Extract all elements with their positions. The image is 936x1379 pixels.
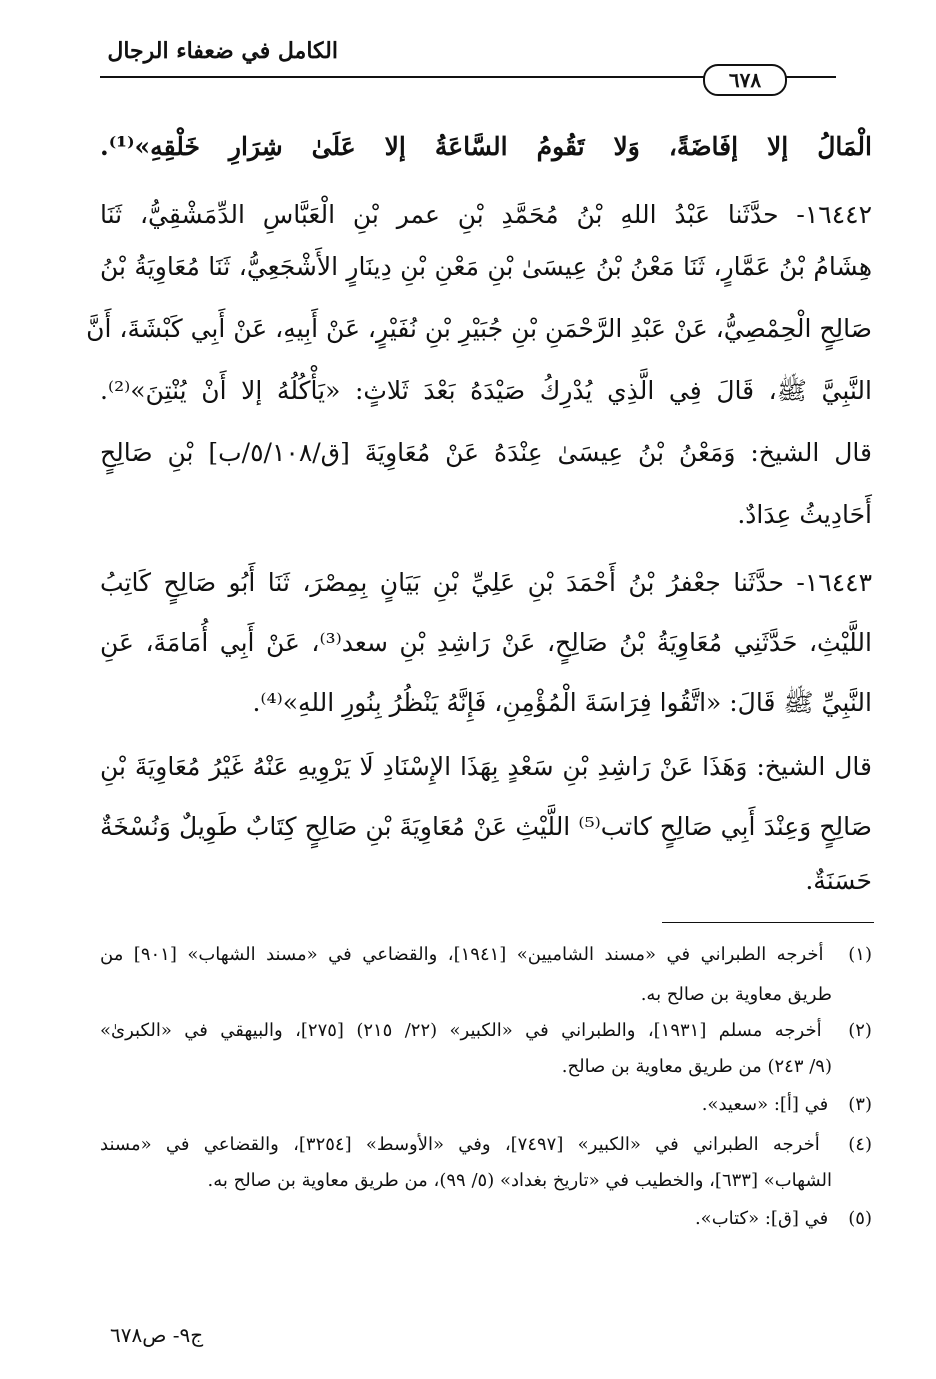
- body-line: ١٦٤٤٣- حدَّثَنا جعْفرُ بْنُ أَحْمَدَ بْنِ عَلِيِّ بْنِ بَيَانٍ بِمِصْرَ، ثَنَا أَبُو صَالِحٍ كَاتِبُ: [100, 568, 872, 597]
- body-line: قال الشيخ: وَمَعْنُ بْنُ عِيسَىٰ عِنْدَهُ عَنْ مُعَاوِيَةَ [ق/٥/١٠٨/ب] بْنِ صَالِحٍ: [100, 438, 872, 467]
- page-number-badge: ٦٧٨: [703, 64, 787, 96]
- footnote-4: [100, 1134, 872, 1156]
- body-line: قال الشيخ: وَهَذَا عَنْ رَاشِدِ بْنِ سَعْدٍ بِهَذَا الإِسْنَادِ لَا يَرْوِيهِ عَنْهُ غَيْرُ مُعَاوِيَةَ بْنِ: [100, 752, 872, 781]
- footnote-text: أخرجه مسلم [١٩٣١]، والطبراني في «الكبير» (٢٢/ ٢١٥) [٢٧٥]، والبيهقي في «الكبرىٰ»: [100, 1020, 822, 1041]
- footnote-number: (٢): [848, 1020, 872, 1041]
- body-line: صَالِحٍ وَعِنْدَ أَبِي صَالِحٍ كاتب⁽⁵⁾ اللَّيْثِ عَنْ مُعَاوِيَةَ بْنِ صَالِحٍ كِتَابٌ طَوِيلٌ وَنُسْخَةٌ: [100, 812, 872, 841]
- body-line: النَّبِيِّ ﷺ قَالَ: «اتَّقُوا فِرَاسَةَ الْمُؤْمِنِ، فَإِنَّهُ يَنْظُرُ بِنُورِ اللهِ»⁽⁴⁾.: [252, 688, 872, 717]
- book-title: الكامل في ضعفاء الرجال: [107, 38, 338, 64]
- footnote-text: أخرجه الطبراني في «الكبير» [٧٤٩٧]، وفي «الأوسط» [٣٢٥٤]، والقضاعي في «مسند: [100, 1134, 820, 1155]
- footnote-1: [100, 944, 872, 966]
- body-line: اللَّيْثِ، حَدَّثَنِي مُعَاوِيَةُ بْنُ صَالِحٍ، عَنْ رَاشِدِ بْنِ سعد⁽³⁾، عَنْ أَبِي أُمَامَةَ، عَنِ: [100, 628, 872, 657]
- body-line: صَالِحٍ الْحِمْصِيُّ، عَنْ عَبْدِ الرَّحْمَنِ بْنِ جُبَيْرِ بْنِ نُفَيْرٍ، عَنْ أَبِيهِ، عَنْ أَبِي كَبْشَةَ، أَنَّ: [86, 314, 872, 343]
- footnote-5: [100, 1208, 872, 1230]
- footnote-number: (١): [848, 944, 872, 965]
- body-line: حَسَنَةٌ.: [805, 866, 872, 895]
- footnote-text: في [أ]: «سعيد».: [701, 1094, 829, 1115]
- footnote-number: (٥): [848, 1208, 872, 1229]
- body-line: هِشَامُ بْنُ عَمَّارٍ، ثَنَا مَعْنُ بْنُ عِيسَىٰ بْنِ مَعْنِ بْنِ دِينَارٍ الأَشْجَعِيُّ، ثَنَا مُعَاوِيَةُ بْنُ: [100, 252, 872, 281]
- footnote-2: [100, 1020, 872, 1042]
- footnote-2-cont: (٩/ ٢٤٣) من طريق معاوية بن صالح.: [561, 1056, 832, 1077]
- footnote-text: في [ق]: «كتاب».: [694, 1208, 829, 1229]
- body-line: ١٦٤٤٢- حدَّثَنا عَبْدُ اللهِ بْنُ مُحَمَّدِ بْنِ عمر بْنِ الْعَبَّاسِ الدِّمَشْقِيُّ، ثَنَا: [100, 200, 872, 229]
- footnote-3: [100, 1094, 872, 1116]
- body-line: الْمَالُ إلا إفَاضَةً، وَلا تَقُومُ السَّاعَةُ إلا عَلَىٰ شِرَارِ خَلْقِهِ»⁽¹⁾.: [100, 132, 872, 161]
- footnote-number: (٣): [848, 1094, 872, 1115]
- body-line: أَحَادِيثُ عِدَادٌ.: [737, 500, 872, 529]
- footnote-4-cont: الشهاب» [٦٣٣]، والخطيب في «تاريخ بغداد» (٥/ ٩٩)، من طريق معاوية بن صالح به.: [207, 1170, 832, 1191]
- footnote-1-cont: طريق معاوية بن صالح به.: [640, 984, 832, 1005]
- body-line: النَّبِيَّ ﷺ، قَالَ فِي الَّذِي يُدْرِكُ صَيْدَهُ بَعْدَ ثَلاثٍ: «يَأْكُلُهُ إلا أَنْ يُنْتِنَ»⁽²⁾.: [100, 376, 872, 405]
- footnote-text: أخرجه الطبراني في «مسند الشاميين» [١٩٤١]، والقضاعي في «مسند الشهاب» [٩٠١] من: [100, 944, 824, 965]
- footer-reference: ج٩- ص٦٧٨: [110, 1323, 204, 1347]
- footnote-number: (٤): [848, 1134, 872, 1155]
- footnote-rule: [662, 922, 874, 923]
